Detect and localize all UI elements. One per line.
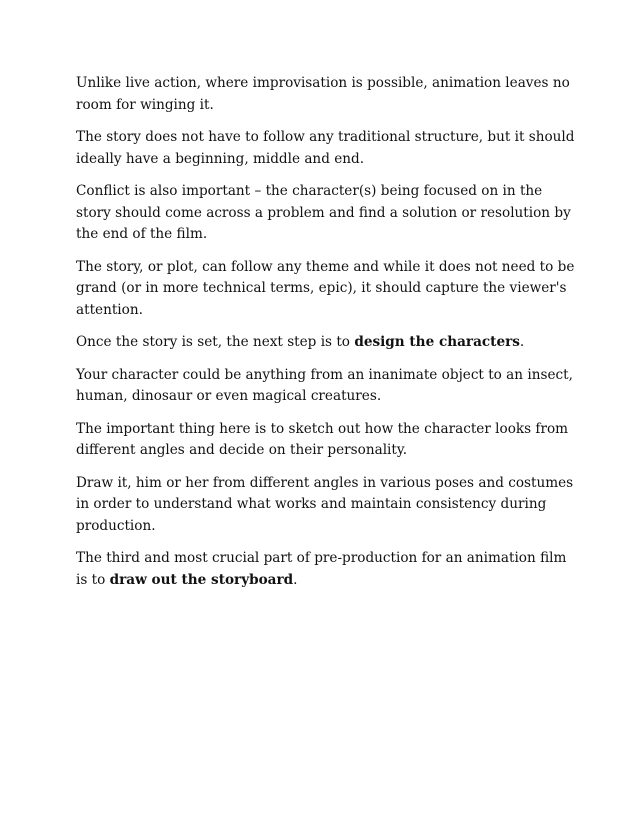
paragraph-character-types: Your character could be anything from an inanimate object to an insect, human, dinosaur or even magical creatures.: [76, 366, 573, 404]
paragraph-text: .: [293, 571, 298, 588]
paragraph-conflict: Conflict is also important – the character(s) being focused on in the story should come across a problem and find a solution or resolution by the end of the film.: [76, 183, 571, 242]
paragraph-improvisation: Unlike live action, where improvisation is possible, animation leaves no room for winging it.: [76, 75, 570, 113]
document-body: [76, 73, 576, 602]
paragraph-text: Once the story is set, the next step is to: [76, 334, 355, 350]
paragraph-text: .: [519, 334, 525, 350]
paragraph-sketch-character: The important thing here is to sketch out how the character looks from different angles and decide on their personality.: [76, 420, 569, 458]
paragraph-design-characters: [76, 332, 576, 354]
emphasis-storyboard: draw out the storyboard: [109, 571, 294, 588]
paragraph-draw-poses: Draw it, him or her from different angles in various poses and costumes in order to understand what works and maintain consistency during production.: [76, 474, 574, 534]
paragraph-storyboard: [76, 548, 576, 591]
paragraph-text: The third and most crucial part of pre-production for an animation film is to: [76, 550, 567, 588]
paragraph-story-structure: The story does not have to follow any traditional structure, but it should ideally have a beginning, middle and end.: [76, 129, 575, 167]
emphasis-design-characters: design the characters: [354, 334, 520, 350]
paragraph-plot-theme: The story, or plot, can follow any theme and while it does not need to be grand (or in more technical terms, epic), it should capture the viewer's attention.: [76, 258, 575, 318]
